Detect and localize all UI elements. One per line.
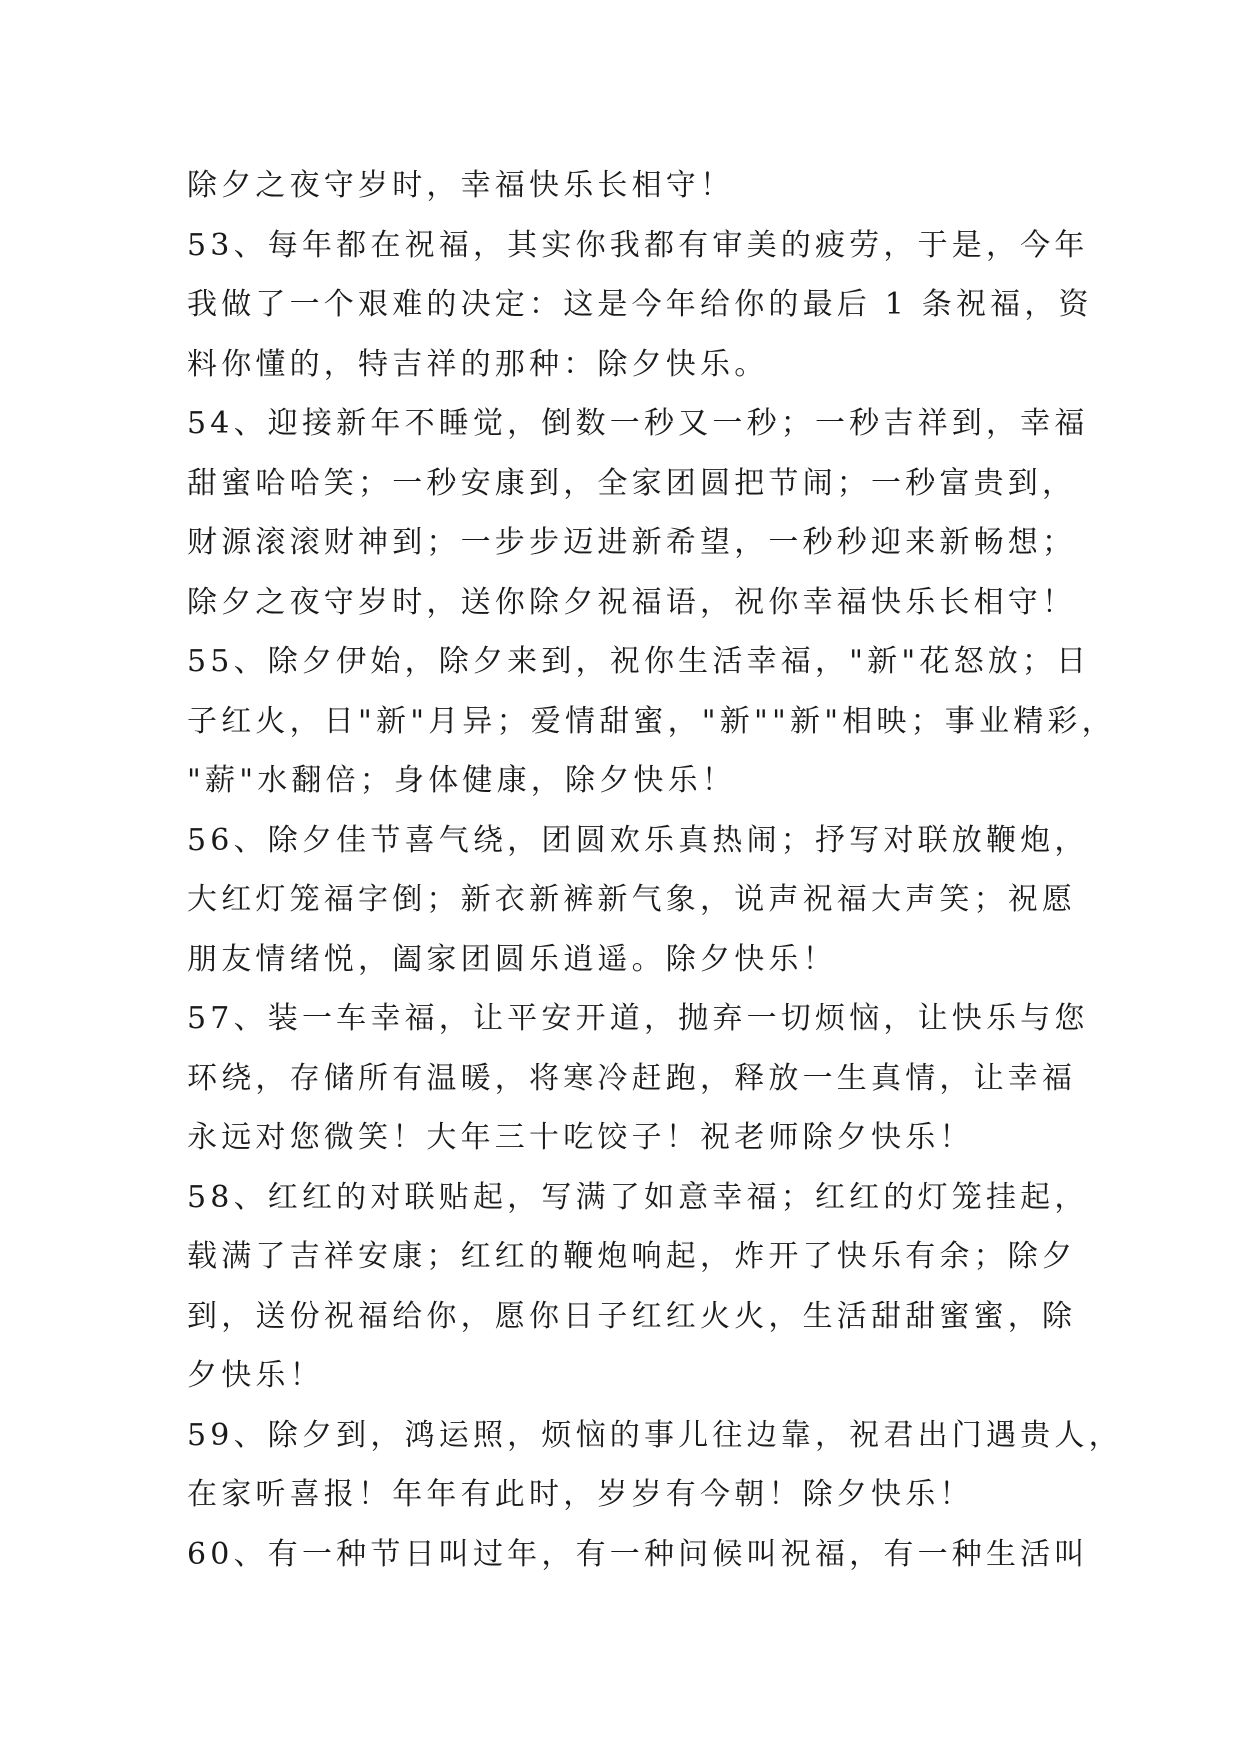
text-line: 甜蜜哈哈笑；一秒安康到，全家团圆把节闹；一秒富贵到， <box>187 465 1077 501</box>
text-line: "薪"水翻倍；身体健康，除夕快乐！ <box>187 763 736 798</box>
text-line: 59、除夕到，鸿运照，烦恼的事儿往边靠，祝君出门遇贵人， <box>187 1417 1123 1453</box>
text-line: 58、红红的对联贴起，写满了如意幸福；红红的灯笼挂起， <box>187 1179 1089 1215</box>
text-line: 环绕，存储所有温暖，将寒冷赶跑，释放一生真情，让幸福 <box>187 1060 1077 1096</box>
text-line: 朋友情绪悦，阖家团圆乐逍遥。除夕快乐！ <box>187 941 837 977</box>
text-line: 54、迎接新年不睡觉，倒数一秒又一秒；一秒吉祥到，幸福 <box>187 406 1089 441</box>
text-line: 永远对您微笑！大年三十吃饺子！祝老师除夕快乐！ <box>187 1120 974 1155</box>
text-line: 财源滚滚财神到；一步步迈进新希望，一秒秒迎来新畅想； <box>187 525 1077 560</box>
text-line: 大红灯笼福字倒；新衣新裤新气象，说声祝福大声笑；祝愿 <box>187 882 1077 917</box>
text-line: 载满了吉祥安康；红红的鞭炮响起，炸开了快乐有余；除夕 <box>187 1239 1077 1274</box>
text-line: 除夕之夜守岁时，幸福快乐长相守！ <box>187 168 735 203</box>
text-line: 60、有一种节日叫过年，有一种问候叫祝福，有一种生活叫 <box>187 1536 1089 1572</box>
text-line: 55、除夕伊始，除夕来到，祝你生活幸福，"新"花怒放；日 <box>187 644 1091 679</box>
text-line: 到，送份祝福给你，愿你日子红红火火，生活甜甜蜜蜜，除 <box>187 1298 1077 1334</box>
text-line: 57、装一车幸福，让平安开道，抛弃一切烦恼，让快乐与您 <box>187 1001 1089 1036</box>
text-line: 56、除夕佳节喜气绕，团圆欢乐真热闹；抒写对联放鞭炮， <box>187 822 1089 858</box>
text-line: 除夕之夜守岁时，送你除夕祝福语，祝你幸福快乐长相守！ <box>187 584 1077 620</box>
text-line: 夕快乐！ <box>187 1358 324 1393</box>
text-line: 在家听喜报！年年有此时，岁岁有今朝！除夕快乐！ <box>187 1477 974 1512</box>
text-line: 我做了一个艰难的决定：这是今年给你的最后 1 条祝福，资 <box>187 287 1093 322</box>
text-line: 53、每年都在祝福，其实你我都有审美的疲劳，于是，今年 <box>187 227 1089 263</box>
document-body <box>187 156 1123 1584</box>
text-line: 料你懂的，特吉祥的那种：除夕快乐。 <box>187 346 769 382</box>
text-line: 子红火，日"新"月异；爱情甜蜜，"新""新"相映；事业精彩， <box>187 703 1116 739</box>
